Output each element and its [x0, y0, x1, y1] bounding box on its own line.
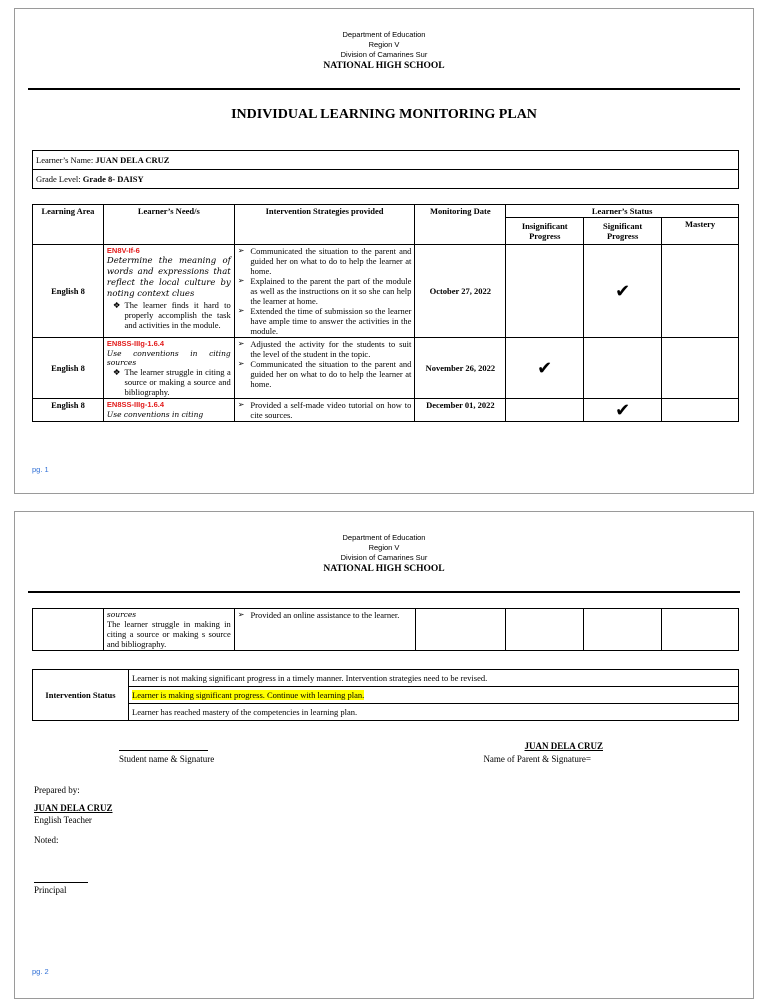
learner-name-cell [33, 151, 739, 170]
parent-signature-label: Name of Parent & Signature= [483, 754, 591, 764]
strategy-item [238, 359, 412, 389]
prepared-by-label: Prepared by: [34, 785, 80, 795]
header-significant: Significant Progress [584, 218, 662, 245]
arrow-bullet-icon: ➢ [237, 306, 245, 315]
strategy-text: Provided an online assistance to the learner. [250, 610, 400, 620]
need-item [107, 367, 231, 397]
need-text: The learner finds it hard to properly accomplish the task and activities in the module. [124, 300, 231, 330]
letterhead [15, 30, 753, 72]
learning-area: English 8 [33, 399, 104, 422]
region-name: Region V [368, 543, 400, 552]
significant-cell [584, 245, 662, 338]
division-name: Division of Camarines Sur [340, 553, 428, 562]
page-1 [14, 8, 754, 494]
status-option-text: Learner has reached mastery of the competencies in learning plan. [132, 707, 358, 717]
status-option-selected [129, 687, 739, 704]
monitoring-date: November 26, 2022 [415, 338, 506, 399]
grade-level-cell [33, 170, 739, 189]
page-number: pg. 2 [32, 967, 49, 976]
need-text: The learner struggle in making in citing a source or making s source and bibliography. [106, 619, 231, 649]
need-text: The learner struggle in citing a source or making a source and bibliography. [124, 367, 231, 397]
student-signature-line [119, 750, 208, 751]
document-title: INDIVIDUAL LEARNING MONITORING PLAN [231, 107, 537, 122]
teacher-role: English Teacher [34, 815, 92, 825]
insignificant-cell [506, 399, 584, 422]
header-rule [28, 88, 740, 90]
monitoring-table [32, 204, 739, 422]
header-learner-status: Learner’s Status [506, 205, 739, 218]
competency-text: sources [106, 610, 137, 619]
insignificant-cell [506, 609, 584, 651]
insignificant-cell [506, 245, 584, 338]
mastery-cell [662, 399, 739, 422]
learning-area [33, 609, 104, 651]
needs-cell [103, 245, 234, 338]
learner-info-table [32, 150, 739, 189]
table-row [33, 609, 739, 651]
significant-cell [584, 338, 662, 399]
learning-area: English 8 [33, 245, 104, 338]
significant-cell [584, 609, 662, 651]
arrow-bullet-icon: ➢ [237, 610, 245, 619]
strategy-item [238, 610, 412, 620]
arrow-bullet-icon: ➢ [237, 246, 245, 255]
intervention-status-label: Intervention Status [33, 670, 129, 721]
page-2 [14, 511, 754, 999]
competency-code: EN8SS-IIIg-1.6.4 [106, 400, 165, 409]
noted-label: Noted: [34, 835, 59, 845]
division-name: Division of Camarines Sur [340, 50, 428, 59]
monitoring-date: December 01, 2022 [415, 399, 506, 422]
status-option-text: Learner is not making significant progress in a timely manner. Intervention strategies need to be revised. [132, 673, 488, 683]
check-mark-icon: ✔ [537, 358, 553, 378]
strategy-item [238, 246, 412, 276]
header-insignificant: Insignificant Progress [506, 218, 584, 245]
learning-area: English 8 [33, 338, 104, 399]
strategy-text: Communicated the situation to the parent and guided her on what to do to help the learner at home. [250, 359, 412, 389]
insignificant-cell [506, 338, 584, 399]
competency-text: Use conventions in citing [106, 410, 204, 419]
status-option-text: Learner is making significant progress. Continue with learning plan. [132, 690, 365, 700]
parent-name: JUAN DELA CRUZ [524, 741, 603, 751]
arrow-bullet-icon: ➢ [237, 400, 245, 409]
arrow-bullet-icon: ➢ [237, 339, 245, 348]
header-needs: Learner’s Need/s [103, 205, 234, 245]
strategy-item [238, 339, 412, 359]
strategy-item [238, 400, 412, 420]
principal-label: Principal [34, 885, 67, 895]
diamond-bullet-icon: ❖ [112, 300, 121, 310]
grade-level: Grade 8- DAISY [82, 174, 144, 184]
learner-name-label: Learner’s Name: [36, 155, 94, 165]
mastery-cell [662, 609, 739, 651]
strategies-cell [234, 338, 415, 399]
needs-cell [103, 609, 234, 651]
grade-level-label: Grade Level: [36, 174, 81, 184]
competency-code: EN8SS-IIIg-1.6.4 [106, 339, 165, 348]
school-name: NATIONAL HIGH SCHOOL [323, 61, 445, 71]
strategy-item [238, 276, 412, 306]
arrow-bullet-icon: ➢ [237, 276, 245, 285]
strategies-cell [234, 609, 415, 651]
status-option [129, 670, 739, 687]
letterhead [15, 533, 753, 575]
school-name: NATIONAL HIGH SCHOOL [323, 564, 445, 574]
mastery-cell [662, 245, 739, 338]
diamond-bullet-icon: ❖ [112, 367, 121, 377]
strategy-text: Extended the time of submission so the learner have ample time to answer the activities in the module. [250, 306, 412, 336]
monitoring-date: October 27, 2022 [415, 245, 506, 338]
need-item [107, 300, 231, 330]
teacher-name: JUAN DELA CRUZ [34, 803, 113, 813]
strategy-text: Adjusted the activity for the students to suit the level of the student in the topic. [250, 339, 412, 359]
strategy-item [238, 306, 412, 336]
table-row [33, 338, 739, 399]
header-rule [28, 591, 740, 593]
strategies-cell [234, 399, 415, 422]
strategy-text: Explained to the parent the part of the module as well as the instructions on it so she can help the learner at home. [250, 276, 412, 306]
header-monitoring-date: Monitoring Date [415, 205, 506, 245]
significant-cell [584, 399, 662, 422]
needs-cell [103, 338, 234, 399]
status-option [129, 704, 739, 721]
table-row [33, 399, 739, 422]
intervention-status-table [32, 669, 739, 721]
mastery-cell [662, 338, 739, 399]
arrow-bullet-icon: ➢ [237, 359, 245, 368]
student-signature-label: Student name & Signature [119, 754, 215, 764]
monitoring-date [415, 609, 506, 651]
region-name: Region V [368, 40, 400, 49]
table-row [33, 245, 739, 338]
principal-signature-line [34, 882, 88, 883]
strategy-text: Provided a self-made video tutorial on how to cite sources. [250, 400, 412, 420]
competency-text: Determine the meaning of words and expressions that reflect the local culture by noting context clues [106, 256, 231, 299]
department-name: Department of Education [342, 30, 426, 39]
strategies-cell [234, 245, 415, 338]
needs-cell [103, 399, 234, 422]
header-strategies: Intervention Strategies provided [234, 205, 415, 245]
competency-code: EN8V-If-6 [106, 246, 140, 255]
monitoring-table-continued [32, 608, 739, 651]
department-name: Department of Education [342, 533, 426, 542]
competency-text: Use conventions in citing sources [106, 349, 231, 367]
header-learning-area: Learning Area [33, 205, 104, 245]
header-mastery: Mastery [662, 218, 739, 245]
check-mark-icon: ✔ [615, 400, 631, 420]
page-number: pg. 1 [32, 465, 49, 474]
learner-name: JUAN DELA CRUZ [95, 155, 170, 165]
strategy-text: Communicated the situation to the parent and guided her on what to do to help the learner at home. [250, 246, 412, 276]
check-mark-icon: ✔ [615, 281, 631, 301]
